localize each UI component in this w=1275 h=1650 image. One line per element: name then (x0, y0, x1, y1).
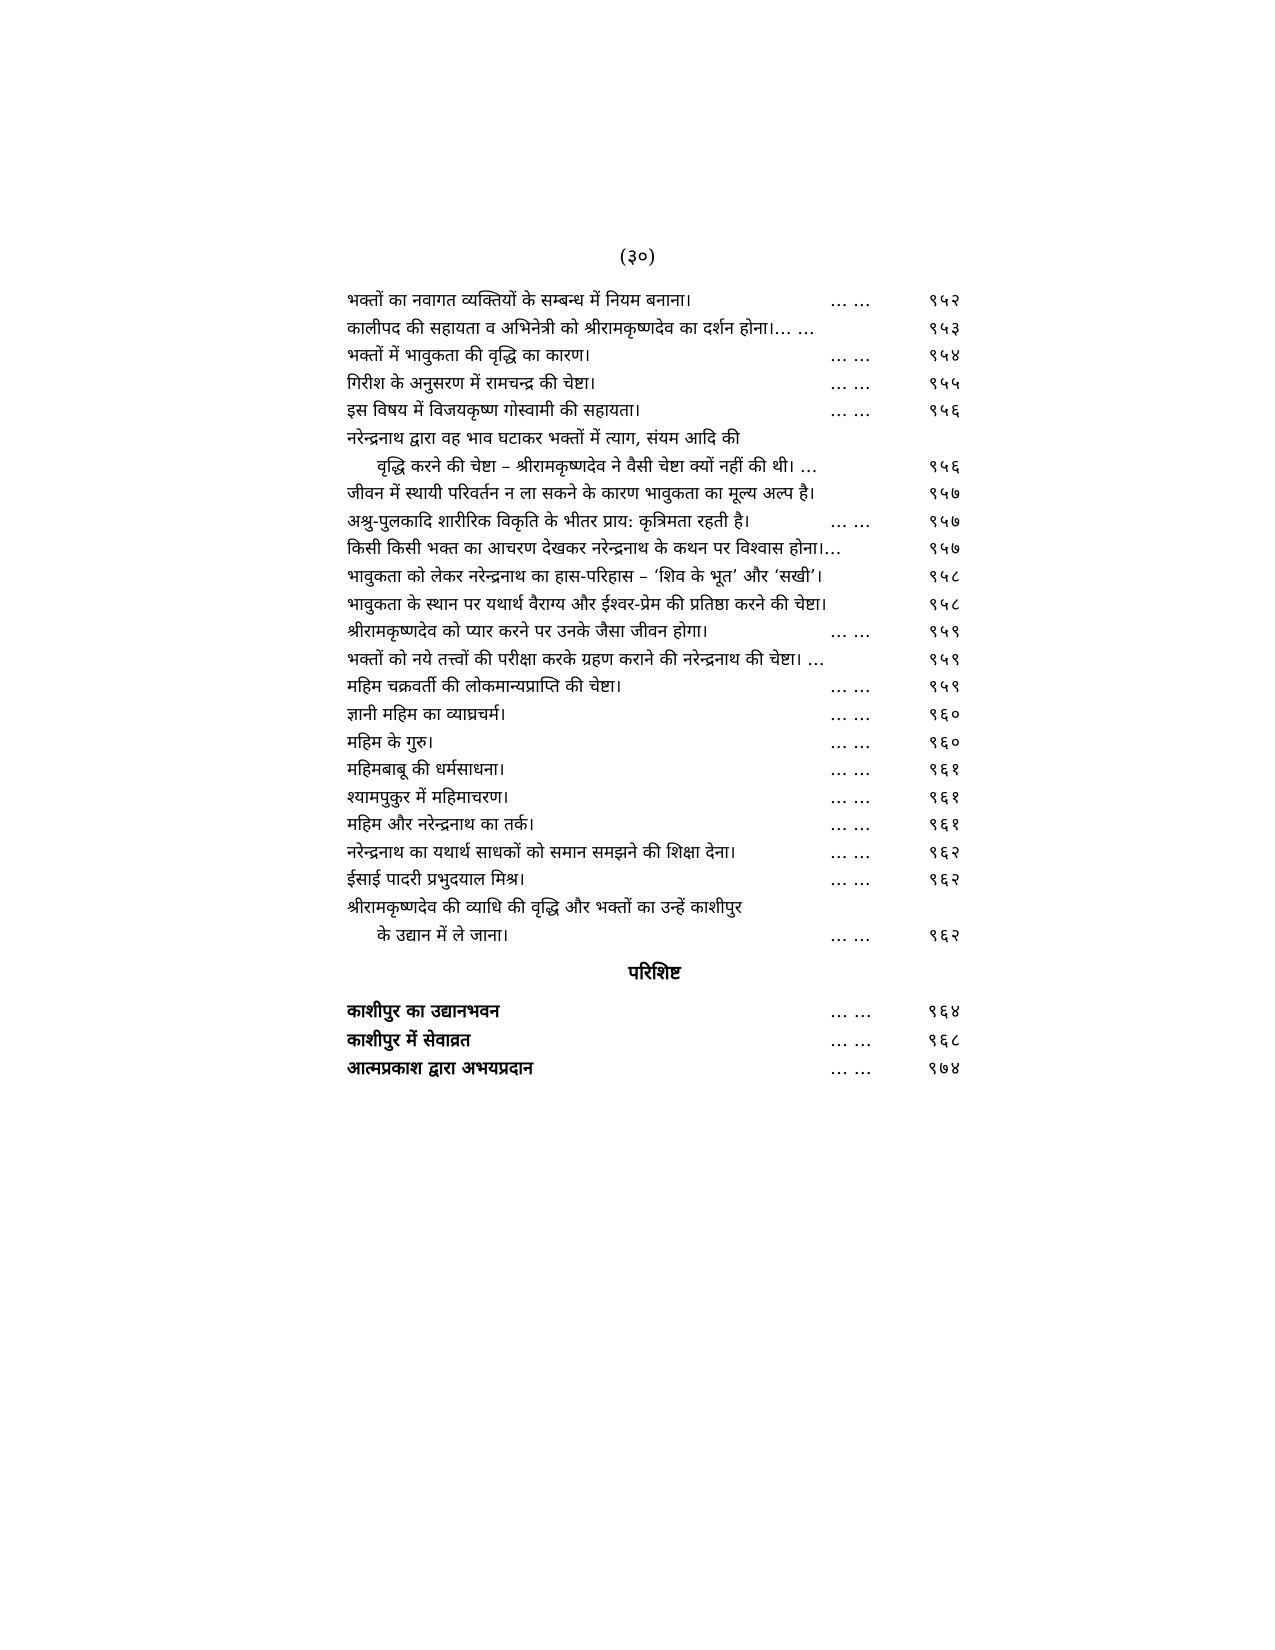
toc-entry (347, 619, 962, 647)
toc-entry-multiline (347, 426, 962, 481)
toc-entry-page: ९६० (928, 732, 962, 753)
toc-entry-leader: … … (830, 870, 871, 891)
toc-entry (347, 371, 962, 399)
toc-entry-page: ९६२ (928, 925, 962, 946)
toc-entry (347, 288, 962, 316)
toc-entry-leader: … … (830, 842, 871, 863)
toc-entry-title: श्यामपुकुर में महिमाचरण। (347, 787, 509, 808)
toc-entry-page: ९५७ (928, 511, 962, 532)
appendix-list (347, 998, 962, 1084)
toc-entry-page: ९६० (928, 704, 962, 725)
toc-entry-title: ईसाई पादरी प्रभुदयाल मिश्र। (347, 870, 525, 891)
toc-entry-page: ९५९ (928, 622, 962, 643)
appendix-entry-title: काशीपुर में सेवाव्रत (347, 1029, 471, 1051)
toc-entry (347, 674, 962, 702)
page-number: (३०) (619, 244, 656, 268)
toc-entry-leader: … … (830, 925, 871, 946)
toc-entry (347, 564, 962, 592)
toc-entry (347, 536, 962, 564)
toc-entry-page: ९६१ (928, 787, 962, 808)
toc-entry (347, 316, 962, 344)
toc-entry-page: ९६१ (928, 760, 962, 781)
toc-entry (347, 757, 962, 785)
toc-entry-leader: … … (830, 346, 871, 367)
toc-entry-title-line2: के उद्यान में ले जाना। (377, 925, 509, 946)
toc-entry-title: ज्ञानी महिम का व्याघ्रचर्म। (347, 704, 506, 725)
toc-entry-title: जीवन में स्थायी परिवर्तन न ला सकने के कारण भावुकता का मूल्य अल्प है। (347, 484, 815, 505)
appendix-entry-leader: … … (830, 1001, 872, 1023)
toc-entry-title: भक्तों में भावुकता की वृद्धि का कारण। (347, 346, 591, 367)
toc-entry-page: ९५६ (928, 401, 962, 422)
toc-entry-title: अश्रु-पुलकादि शारीरिक विकृति के भीतर प्राय: कृत्रिमता रहती है। (347, 511, 750, 532)
toc-entry (347, 702, 962, 730)
toc-entry (347, 785, 962, 813)
toc-entry-leader: … … (830, 291, 871, 311)
toc-entry-page: ९५८ (928, 566, 962, 587)
toc-entry (347, 343, 962, 371)
toc-entry-page: ९५९ (928, 677, 962, 698)
toc-entry (347, 840, 962, 868)
toc-entry-title-line1: नरेन्द्रनाथ द्वारा वह भाव घटाकर भक्तों में त्याग, संयम आदि की (347, 428, 740, 449)
appendix-entry-leader: … … (830, 1029, 872, 1051)
toc-entry (347, 867, 962, 895)
toc-entry (347, 812, 962, 840)
toc-entry-title: गिरीश के अनुसरण में रामचन्द्र की चेष्टा। (347, 373, 596, 394)
toc-entry-title: भावुकता के स्थान पर यथार्थ वैराग्य और ईश्वर-प्रेम की प्रतिष्ठा करने की चेष्टा। (347, 594, 827, 615)
toc-entry-title: भक्तों को नये तत्त्वों की परीक्षा करके ग्रहण कराने की नरेन्द्रनाथ की चेष्टा। … (347, 649, 825, 670)
appendix-entry-page: ९६४ (927, 1001, 962, 1023)
toc-entry-title: महिम और नरेन्द्रनाथ का तर्क। (347, 815, 535, 836)
toc-entry-leader: … … (830, 511, 871, 532)
toc-entry-page: ९५९ (928, 649, 962, 670)
toc-entry-title: महिमबाबू की धर्मसाधना। (347, 760, 505, 781)
appendix-entry-title: काशीपुर का उद्यानभवन (347, 1001, 500, 1023)
toc-entry-leader: … … (830, 373, 871, 394)
toc-entry-page: ९५२ (928, 291, 962, 311)
appendix-entry-title: आत्मप्रकाश द्वारा अभयप्रदान (347, 1058, 534, 1080)
toc-entry (347, 481, 962, 509)
toc-entry-page: ९५८ (928, 594, 962, 615)
toc-entry (347, 398, 962, 426)
appendix-entry (347, 1027, 962, 1056)
toc-entry-title: महिम चक्रवर्ती की लोकमान्यप्राप्ति की चेष्टा। (347, 677, 622, 698)
toc-entry-page: ९५६ (928, 456, 962, 477)
toc-entry-leader: … … (830, 677, 871, 698)
toc-entry-page: ९५३ (928, 318, 962, 339)
toc-entry-page: ९५७ (928, 539, 962, 560)
toc-entry-leader: … … (830, 787, 871, 808)
toc-entry-page: ९५७ (928, 484, 962, 505)
toc-entry-page: ९६२ (928, 842, 962, 863)
toc-entry-title: कालीपद की सहायता व अभिनेत्री को श्रीरामकृष्णदेव का दर्शन होना।… … (347, 318, 815, 339)
toc-entry-title-line1: श्रीरामकृष्णदेव की व्याधि की वृद्धि और भक्तों का उन्हें काशीपुर (347, 898, 742, 919)
toc-entry-leader: … … (830, 732, 871, 753)
toc-entry-page: ९५५ (928, 373, 962, 394)
toc-entry-title: श्रीरामकृष्णदेव को प्यार करने पर उनके जैसा जीवन होगा। (347, 622, 708, 643)
toc-entry-title: नरेन्द्रनाथ का यथार्थ साधकों को समान समझने की शिक्षा देना। (347, 842, 736, 863)
toc-entry-multiline (347, 895, 962, 950)
toc-entry-leader: … … (830, 401, 871, 422)
toc-entry-leader: … … (830, 760, 871, 781)
appendix-entry (347, 998, 962, 1027)
appendix-entry-page: ९६८ (927, 1029, 962, 1051)
toc-entry-title: महिम के गुरु। (347, 732, 434, 753)
appendix-entry-leader: … … (830, 1058, 872, 1080)
appendix-entry-page: ९७४ (927, 1058, 962, 1080)
toc-entry (347, 509, 962, 537)
toc-entry-title: भक्तों का नवागत व्यक्तियों के सम्बन्ध में नियम बनाना। (347, 291, 692, 311)
toc-entry-page: ९६२ (928, 870, 962, 891)
toc-entry (347, 592, 962, 620)
toc-entry (347, 647, 962, 675)
toc-entry-leader: … … (830, 622, 871, 643)
toc-entry-page: ९६१ (928, 815, 962, 836)
appendix-entry (347, 1055, 962, 1084)
appendix-heading: परिशिष्ट (628, 962, 681, 985)
toc-entry-title: भावुकता को लेकर नरेन्द्रनाथ का हास-परिहास – ‘शिव के भूत’ और ‘सखी’। (347, 566, 823, 587)
toc-entry-title-line2: वृद्धि करने की चेष्टा – श्रीरामकृष्णदेव ने वैसी चेष्टा क्यों नहीं की थी। … (377, 456, 818, 477)
toc-entry-page: ९५४ (928, 346, 962, 367)
toc-entry-leader: … … (830, 815, 871, 836)
toc-entry-leader: … … (830, 704, 871, 725)
toc-entry-title: इस विषय में विजयकृष्ण गोस्वामी की सहायता। (347, 401, 641, 422)
toc-entry-title: किसी किसी भक्त का आचरण देखकर नरेन्द्रनाथ के कथन पर विश्वास होना।… (347, 539, 842, 560)
table-of-contents (347, 288, 962, 1084)
toc-entry (347, 730, 962, 758)
